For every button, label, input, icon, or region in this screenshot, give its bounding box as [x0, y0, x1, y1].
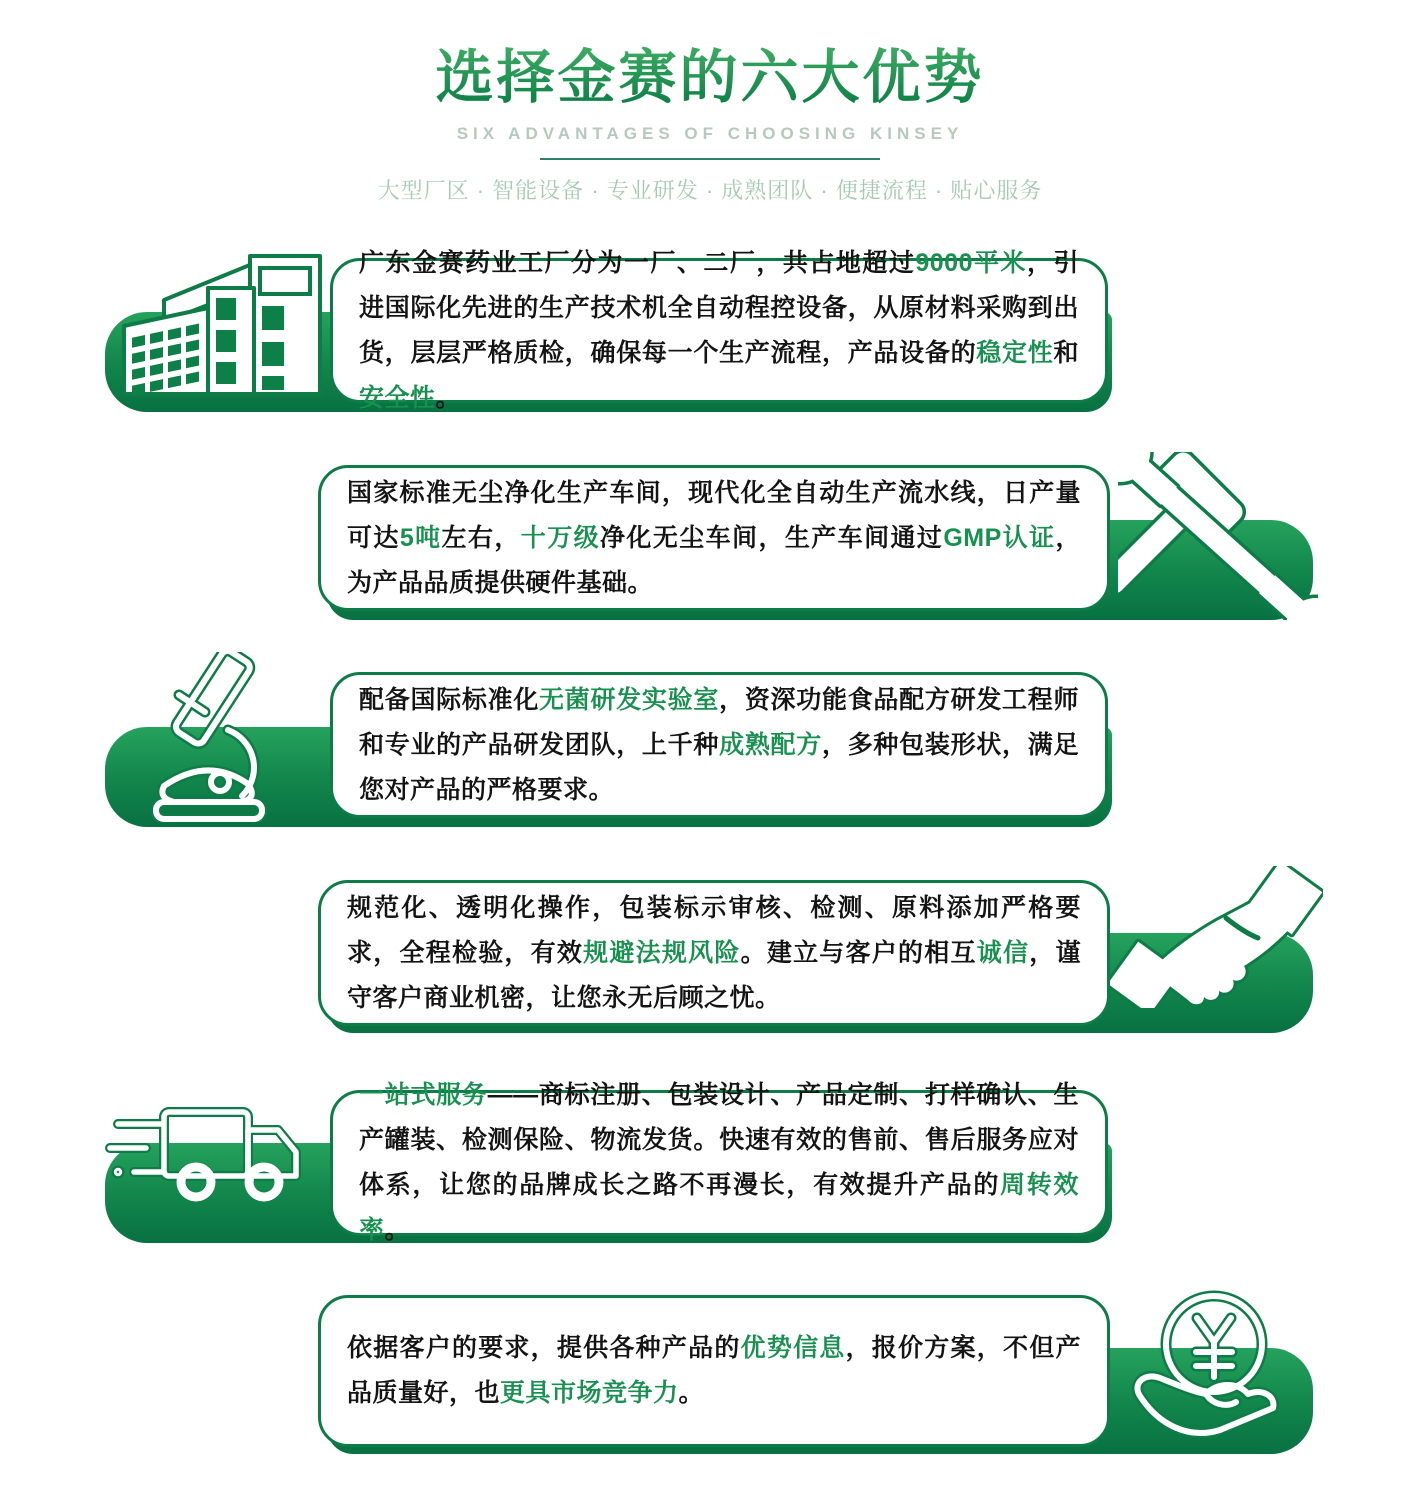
tools-icon: [1118, 452, 1318, 620]
page-tagline: 大型厂区 · 智能设备 · 专业研发 · 成熟团队 · 便捷流程 · 贴心服务: [377, 178, 1043, 203]
advantage-text: 依据客户的要求，提供各种产品的优势信息，报价方案，不但产品质量好，也更具市场竞争力。: [347, 1334, 1081, 1407]
advantage-text: 规范化、透明化操作，包装标示审核、检测、原料添加严格要求，全程检验，有效规避法规风险。建立与客户的相互诚信，谨守客户商业机密，让您永无后顾之忧。: [347, 893, 1081, 1012]
advantage-text: 一站式服务——商标注册、包装设计、产品定制、打样确认、生产罐装、检测保险、物流发货。快速有效的售前、售后服务应对体系，让您的品牌成长之路不再漫长，有效提升产品的周转效率。: [359, 1081, 1079, 1244]
advantage-card: [318, 880, 1110, 1026]
advantage-text: 广东金赛药业工厂分为一厂、二厂，共占地超过9000平米，引进国际化先进的生产技术机全自动程控设备，从原材料采购到出货，层层严格质检，确保每一个生产流程，产品设备的稳定性和安全性。: [359, 248, 1079, 412]
money-hand-icon: [1122, 1282, 1297, 1450]
advantage-card: [330, 672, 1108, 818]
microscope-icon: [130, 652, 295, 822]
advantage-card: [318, 465, 1110, 611]
advantage-text: 国家标准无尘净化生产车间，现代化全自动生产流水线，日产量可达5吨左右，十万级净化无尘车间，生产车间通过GMP认证，为产品品质提供硬件基础。: [347, 478, 1081, 597]
page-title: 选择金赛的六大优势: [0, 30, 1420, 114]
factory-icon: [112, 246, 324, 398]
delivery-truck-icon: [102, 1096, 317, 1222]
advantage-card: [330, 248, 1108, 412]
page-subtitle: SIX ADVANTAGES OF CHOOSING KINSEY: [456, 124, 964, 143]
handshake-icon: [1108, 866, 1323, 1008]
advantage-card: [318, 1295, 1110, 1447]
advantage-card: [330, 1081, 1108, 1244]
header-divider: [540, 158, 880, 160]
advantage-text: 配备国际标准化无菌研发实验室，资深功能食品配方研发工程师和专业的产品研发团队，上千种成熟配方，多种包装形状，满足您对产品的严格要求。: [359, 685, 1079, 804]
